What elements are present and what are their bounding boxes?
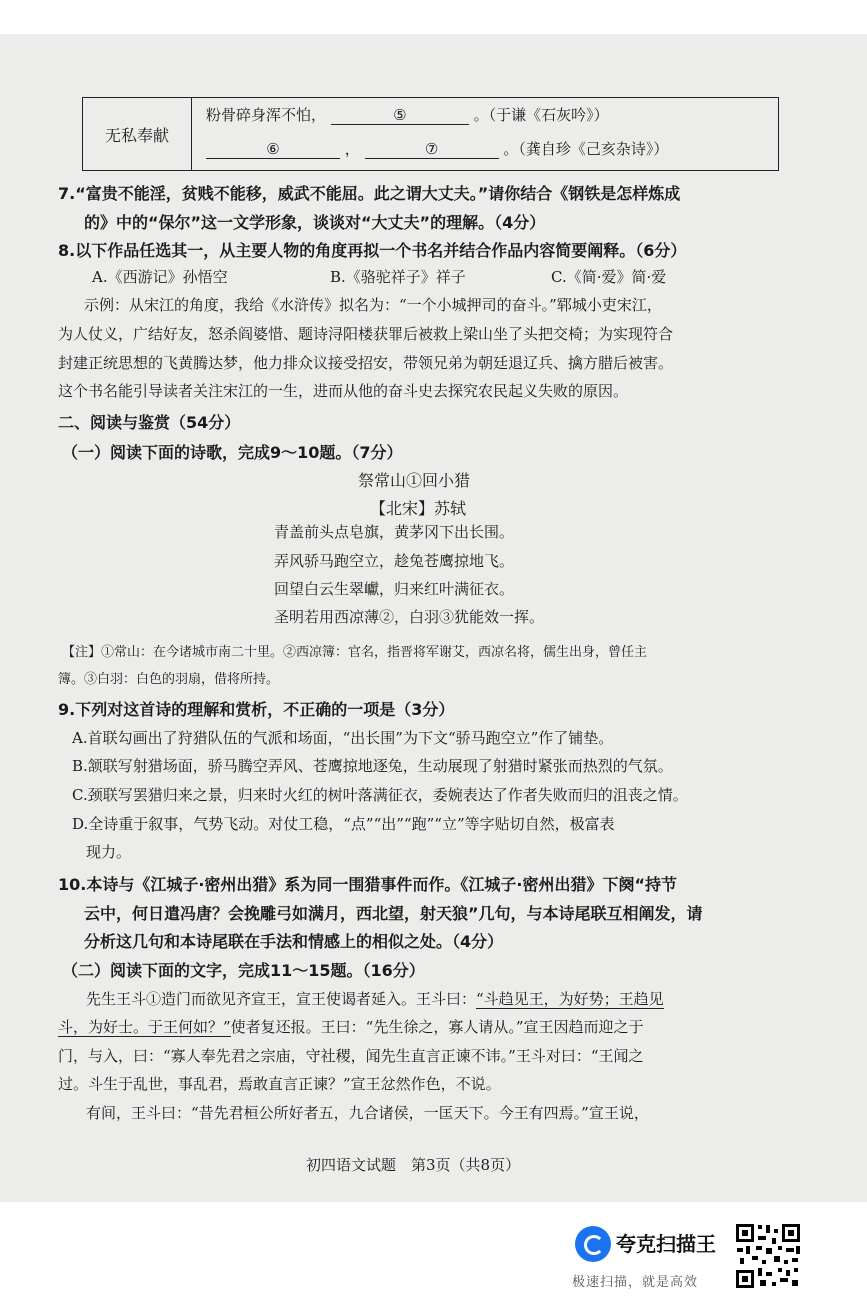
page-footer: 初四语文试题 第3页（共8页） [306,1156,521,1174]
poetry-fill-table [82,97,779,171]
q8-stem: 8.以下作品任选其一，从主要人物的角度再拟一个书名并结合作品内容简要阐释。（6分） [58,241,687,260]
part-1-heading: （一）阅读下面的诗歌，完成9～10题。（7分） [62,443,403,462]
poem-line-1: 青盖前头点皂旗，黄茅冈下出长围。 [274,523,515,541]
line2-suffix: 。（龚自珍《己亥杂诗》） [503,140,669,158]
q8-option-c: C.《简·爱》简·爱 [551,268,667,286]
prose-line-2a-underlined: 斗，为好士。于王何如？” [58,1018,231,1036]
blank-5: ⑤ [331,106,469,125]
prose-line-1 [86,988,664,1009]
poem-title: 祭常山①回小猎 [358,471,471,490]
section-2-heading: 二、阅读与鉴赏（54分） [58,413,241,432]
exam-page [0,34,867,1202]
part-2-heading: （二）阅读下面的文字，完成11～15题。（16分） [62,961,425,980]
q8-example-3: 封建正统思想的飞黄腾达梦，他力排众议接受招安，带领兄弟为朝廷退辽兵、擒方腊后被害。 [58,354,674,372]
q9-option-d-1: D.全诗重于叙事，气势飞动。对仗工稳，“点”“出”“跑”“立”等字贴切自然，极富表 [72,815,615,833]
q10-line-2: 云中，何日遣冯唐？会挽雕弓如满月，西北望，射天狼”几句，与本诗尾联互相阐发，请 [84,904,703,923]
prose-line-3: 门，与入，曰：“寡人奉先君之宗庙，守社稷，闻先生直言正谏不讳。”王斗对曰：“王闻之 [58,1047,644,1065]
q10-line-1: 10.本诗与《江城子·密州出猎》系为同一围猎事件而作。《江城子·密州出猎》下阕“持节 [58,875,678,894]
poem-note-1: 【注】①常山：在今诸城市南二十里。②西凉簿：官名，指晋将军谢艾，西凉名将，儒生出身，曾任主 [62,645,648,660]
poem-line-3: 回望白云生翠巘，归来红叶满征衣。 [274,580,515,598]
q8-option-a: A.《西游记》孙悟空 [92,268,228,286]
q8-example-4: 这个书名能引导读者关注宋江的一生，进而从他的奋斗史去探究农民起义失败的原因。 [58,382,629,400]
table-line-2 [206,138,668,159]
table-content-cell [192,98,779,171]
poem-line-4: 圣明若用西凉薄②，白羽③犹能效一挥。 [274,608,545,626]
q7-line-1: 7.“富贵不能淫，贫贱不能移，威武不能屈。此之谓大丈夫。”请你结合《钢铁是怎样炼成 [58,184,681,203]
prose-line-5: 有间，王斗曰：“昔先君桓公所好者五，九合诸侯，一匡天下。今王有四焉。”宣王说， [86,1104,649,1122]
q9-stem: 9.下列对这首诗的理解和赏析，不正确的一项是（3分） [58,700,455,719]
table-row-label [83,98,192,171]
scanner-logo-icon [575,1226,611,1262]
prose-line-4: 过。斗生于乱世，事乱君，焉敢直言正谏？”宣王忿然作色，不说。 [58,1075,501,1093]
qr-code-icon [734,1222,802,1290]
q9-option-d-2: 现力。 [86,843,132,861]
row-label-text: 无私奉献 [104,125,169,145]
q8-example-1: 示例：从宋江的角度，我给《水浒传》拟名为：“一个小城押司的奋斗。”郓城小吏宋江， [84,296,662,314]
q9-option-a: A.首联勾画出了狩猎队伍的气派和场面，“出长围”为下文“骄马跑空立”作了铺垫。 [72,729,614,747]
q7-line-2: 的》中的“保尔”这一文学形象，谈谈对“大丈夫”的理解。（4分） [84,213,546,232]
blank-7: ⑦ [365,140,499,159]
q8-example-2: 为人仗义，广结好友，怒杀阎婆惜、题诗浔阳楼获罪后被救上梁山坐了头把交椅；为实现符合 [58,325,674,343]
scanner-brand: 夸克扫描王 [616,1232,716,1256]
line1-prefix: 粉骨碎身浑不怕， [206,106,327,124]
prose-line-2b: 使者复还报。王曰：“先生徐之，寡人请从。”宣王因趋而迎之于 [230,1018,644,1036]
prose-line-1b-underlined: “斗趋见王，为好势；王趋见 [476,990,664,1008]
prose-line-2 [58,1016,644,1037]
poem-line-2: 弄风骄马跑空立，趁兔苍鹰掠地飞。 [274,552,515,570]
q9-option-b: B.颔联写射猎场面，骄马腾空弄风、苍鹰掠地逐兔，生动展现了射猎时紧张而热烈的气氛。 [72,757,673,775]
blank-6: ⑥ [206,140,340,159]
scanner-slogan: 极速扫描，就是高效 [572,1275,699,1290]
poem-note-2: 簿。③白羽：白色的羽扇，借将所持。 [58,672,280,687]
line1-suffix: 。（于谦《石灰吟》） [473,106,609,124]
q8-option-b: B.《骆驼祥子》祥子 [330,268,466,286]
q10-line-3: 分析这几句和本诗尾联在手法和情感上的相似之处。（4分） [84,932,504,951]
line2-mid: ， [344,140,360,158]
prose-line-1a: 先生王斗①造门而欲见齐宣王，宣王使谒者延入。王斗曰： [86,990,477,1008]
poem-author: 【北宋】苏轼 [370,499,467,518]
q9-option-c: C.颈联写罢猎归来之景，归来时火红的树叶落满征衣，委婉表达了作者失败而归的沮丧之情。 [72,786,688,804]
table-line-1 [206,104,609,125]
